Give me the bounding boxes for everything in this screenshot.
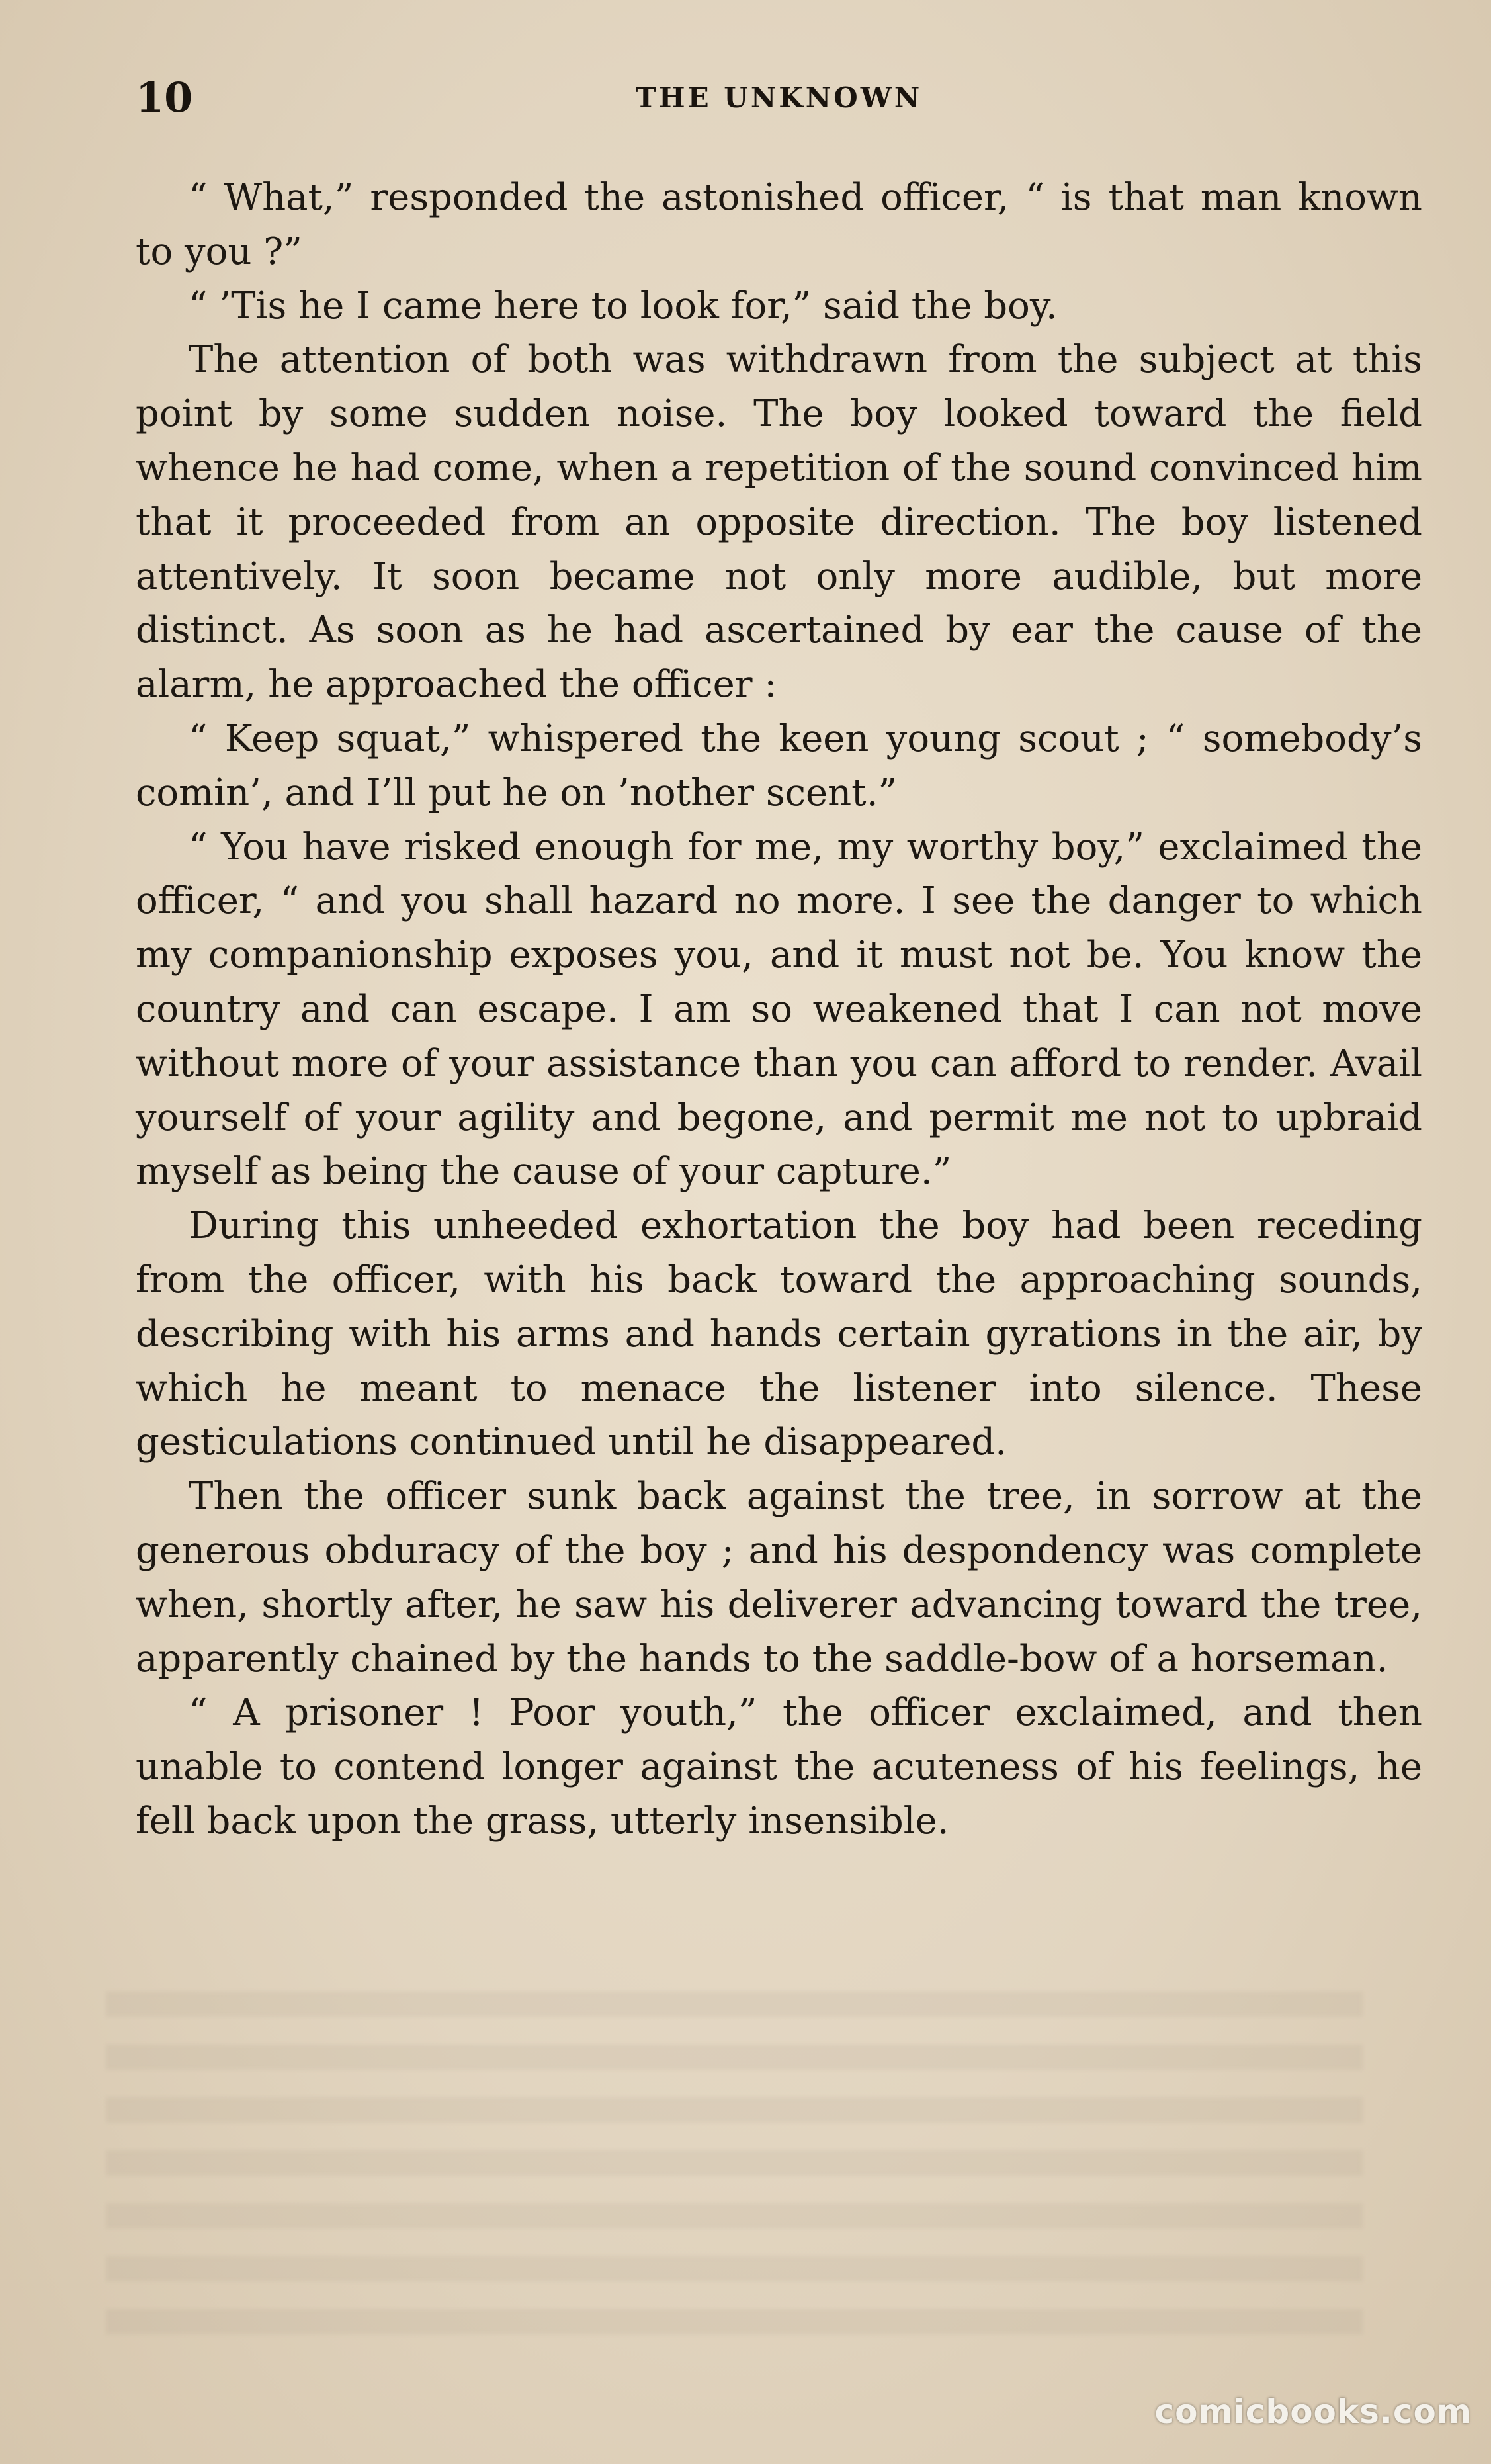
paragraph: “ A prisoner ! Poor youth,” the officer exclaimed, and then unable to contend longer against the acuteness of his feelings, he fell back upon the grass, utterly insensible. bbox=[136, 1691, 1422, 1843]
paragraph: “ You have risked enough for me, my worthy boy,” exclaimed the officer, “ and you shall hazard no more. I see the danger to which my companionship exposes you, and it must not be. You know the country and can escape. I am so weakened that I can not move without more of your assistance than you can afford to render. Avail yourself of your agility and begone, and permit me not to upbraid myself as being the cause of your capture.” bbox=[136, 825, 1422, 1194]
page-number: 10 bbox=[136, 73, 193, 122]
body-text bbox=[136, 171, 1422, 1849]
paragraph: “ Keep squat,” whispered the keen young scout ; “ somebody’s comin’, and I’ll put he on ’nother scent.” bbox=[136, 717, 1422, 814]
watermark: comicbooks.com bbox=[1154, 2393, 1472, 2431]
paragraph: Then the officer sunk back against the tree, in sorrow at the generous obduracy of the boy ; and his despondency was complete when, shortly after, he saw his deliverer advancing toward the tree, apparently chained by the hands to the saddle-bow of a horseman. bbox=[136, 1475, 1422, 1681]
page-header bbox=[136, 71, 1422, 124]
paragraph: During this unheeded exhortation the boy had been receding from the officer, with his back toward the approaching sounds, describing with his arms and hands certain gyrations in the air, by which he meant to menace the listener into silence. These gesticulations continued until he disappeared. bbox=[136, 1204, 1422, 1464]
paragraph: The attention of both was withdrawn from the subject at this point by some sudden noise. The boy looked toward the field whence he had come, when a repetition of the sound convinced him that it proceeded from an opposite direction. The boy listened attentively. It soon became not only more audible, but more distinct. As soon as he had ascertained by ear the cause of the alarm, he approached the officer : bbox=[136, 338, 1422, 707]
show-through-texture bbox=[106, 1992, 1363, 2362]
paragraph: “ ’Tis he I came here to look for,” said the boy. bbox=[189, 284, 1058, 328]
paragraph: “ What,” responded the astonished officer, “ is that man known to you ?” bbox=[136, 176, 1422, 273]
running-title: THE UNKNOWN bbox=[635, 81, 923, 114]
